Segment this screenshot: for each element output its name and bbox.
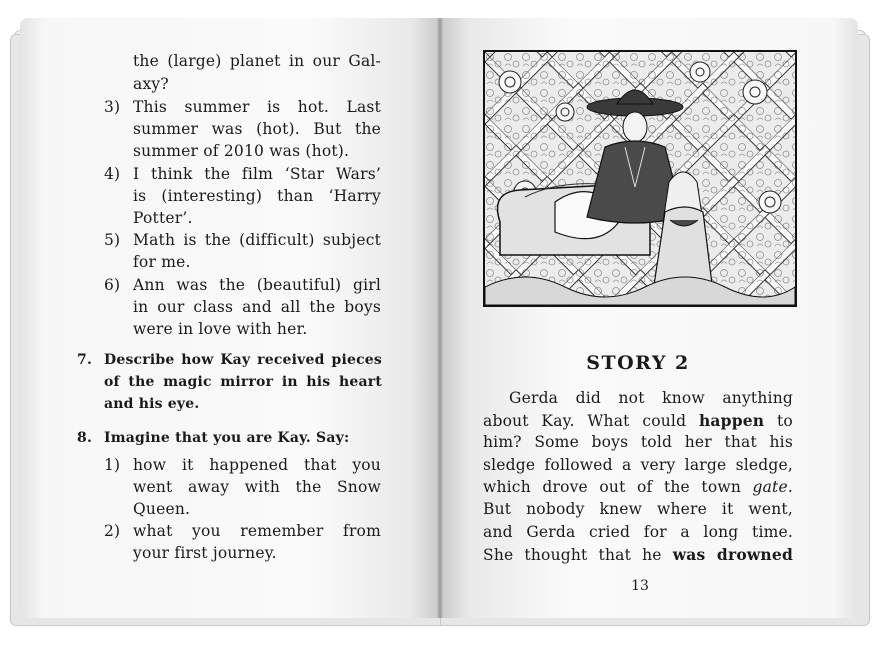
item-line: is (interesting) than ‘Harry [133, 187, 381, 205]
item-number: 1) [104, 456, 121, 474]
task-line: of the magic mirror in his heart [104, 374, 382, 390]
story-line: But nobody knew where it went, [483, 500, 793, 518]
vocab-word-happen: happen [698, 411, 765, 430]
story-line: about Kay. What could happen to [483, 411, 793, 430]
task-line: Describe how Kay received pieces [104, 352, 382, 368]
item-line: for me. [133, 253, 191, 271]
item-line: Math is the (difficult) subject [133, 231, 381, 249]
item-line: I think the film ‘Star Wars’ [133, 165, 381, 183]
task-line: Imagine that you are Kay. Say: [104, 430, 350, 446]
story-illustration [483, 50, 797, 307]
item-number: 3) [104, 98, 121, 116]
item-line: what you remember from [133, 522, 381, 540]
continued-line: the (large) planet in our Gal- [133, 52, 381, 70]
continued-line: axy? [133, 75, 169, 93]
item-line: in our class and all the boys [133, 298, 381, 316]
item-number: 2) [104, 522, 121, 540]
story-line: which drove out of the town gate. [483, 478, 793, 496]
item-line: Potter’. [133, 209, 193, 227]
task-number: 7. [77, 352, 93, 368]
item-number: 5) [104, 231, 121, 249]
task-line: and his eye. [104, 396, 200, 412]
illustration-drawing [485, 52, 795, 305]
item-line: were in love with her. [133, 320, 308, 338]
vocab-word-was-drowned: was drowned [672, 545, 793, 564]
story-line: She thought that he was drowned [483, 545, 793, 564]
item-line: This summer is hot. Last [133, 98, 381, 116]
item-line: went away with the Snow [133, 478, 381, 496]
task-number: 8. [77, 430, 93, 446]
story-line: and Gerda cried for a long time. [483, 523, 793, 541]
item-line: summer of 2010 was (hot). [133, 142, 350, 160]
item-line: Queen. [133, 500, 191, 518]
story-line: sledge followed a very large sledge, [483, 456, 793, 474]
item-line: your first journey. [133, 544, 277, 562]
item-number: 6) [104, 276, 121, 294]
vocab-word-gate: gate [752, 478, 788, 496]
item-line: how it happened that you [133, 456, 381, 474]
item-line: Ann was the (beautiful) girl [133, 276, 381, 294]
story-line: Gerda did not know anything [509, 389, 793, 407]
item-line: summer was (hot). But the [133, 120, 381, 138]
story-title: STORY 2 [586, 352, 690, 374]
book-gutter [437, 18, 443, 618]
page-number: 13 [631, 578, 649, 594]
story-line: him? Some boys told her that his [483, 433, 793, 451]
item-number: 4) [104, 165, 121, 183]
